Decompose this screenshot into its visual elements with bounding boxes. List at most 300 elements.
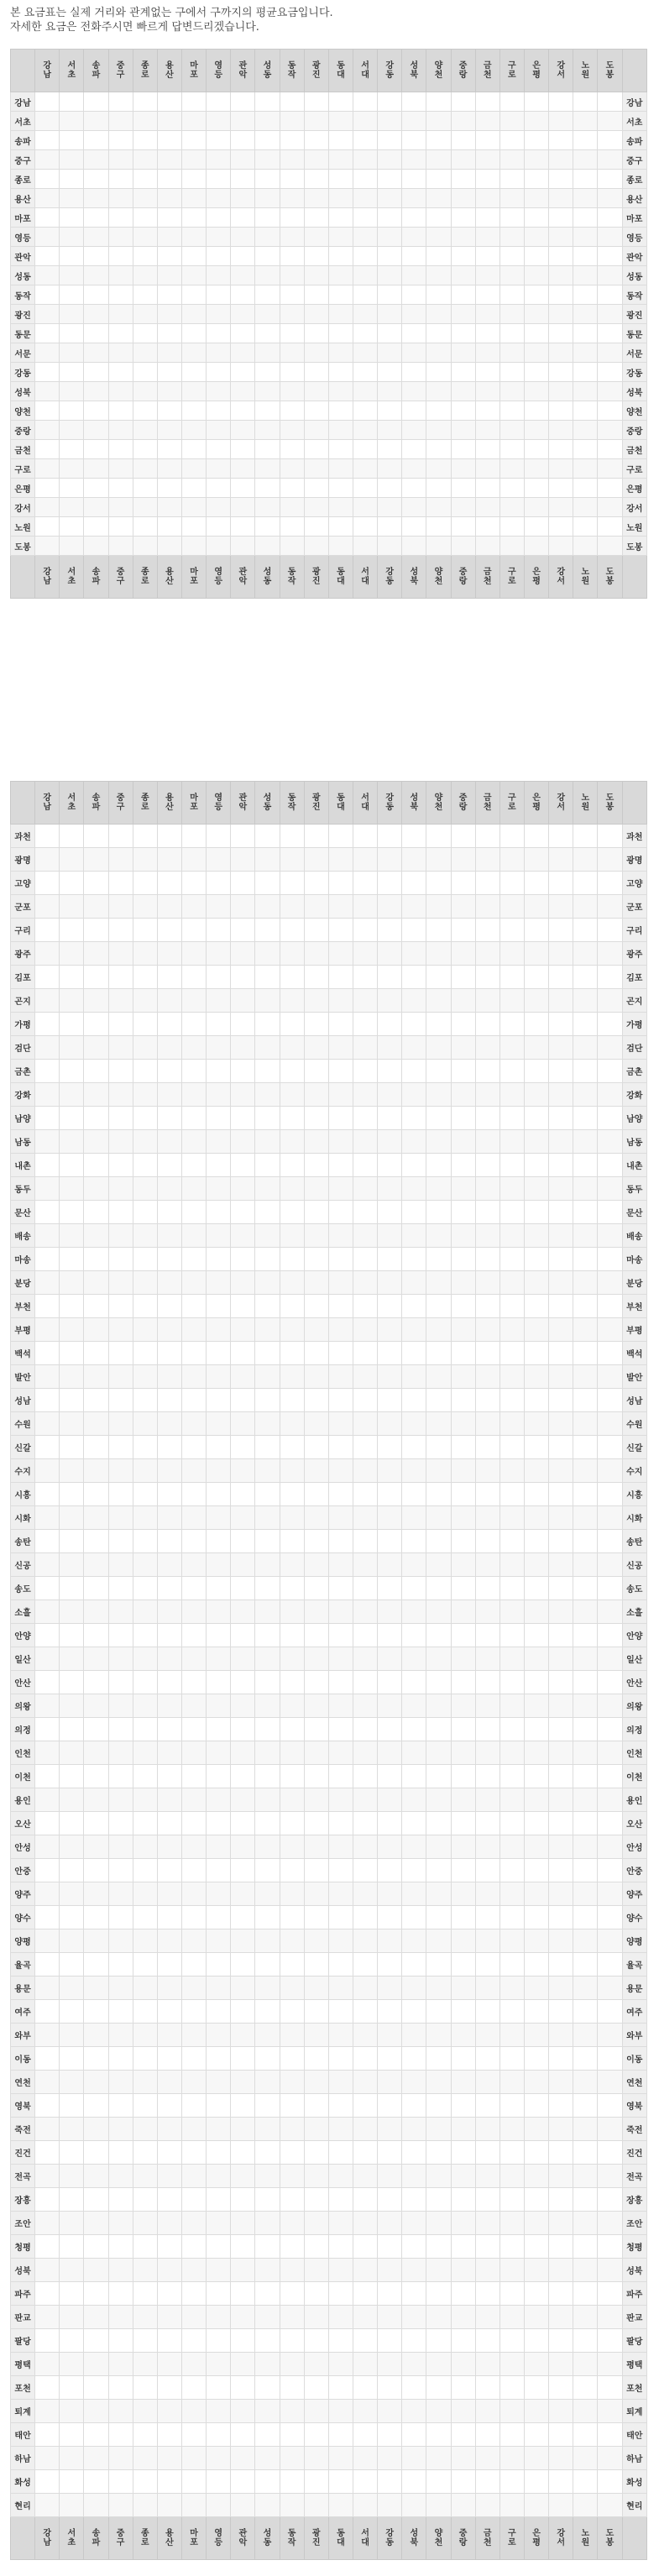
row-label: 동작 (622, 285, 646, 305)
fare-cell (378, 1553, 402, 1577)
fare-cell (475, 989, 499, 1013)
fare-cell (133, 825, 157, 848)
fare-cell (133, 1577, 157, 1600)
fare-cell (353, 872, 377, 895)
fare-cell (402, 2329, 426, 2353)
fare-cell (549, 1483, 573, 1506)
fare-cell (524, 966, 548, 989)
fare-cell (108, 1459, 133, 1483)
fare-cell (549, 1741, 573, 1765)
fare-cell (207, 2188, 231, 2212)
fare-row (11, 966, 647, 989)
fare-cell (475, 2259, 499, 2282)
fare-cell (598, 1553, 622, 1577)
fare-cell (84, 1224, 108, 1248)
fare-row (11, 266, 647, 285)
fare-cell (280, 2000, 304, 2024)
fare-cell (84, 1107, 108, 1130)
fare-cell (499, 1224, 524, 1248)
fare-cell (353, 112, 377, 131)
fare-cell (573, 1718, 598, 1741)
fare-cell (426, 1953, 451, 1977)
fare-cell (60, 1248, 84, 1271)
fare-cell (207, 966, 231, 989)
fare-cell (573, 1295, 598, 1318)
district-header: 노 원 (573, 50, 598, 92)
fare-cell (549, 1459, 573, 1483)
fare-cell (304, 479, 328, 498)
fare-cell (524, 537, 548, 556)
row-label: 부천 (622, 1295, 646, 1318)
fare-cell (35, 1154, 60, 1177)
fare-cell (133, 966, 157, 989)
fare-cell (304, 1483, 328, 1506)
fare-cell (353, 517, 377, 537)
fare-cell (353, 848, 377, 872)
fare-cell (353, 537, 377, 556)
fare-cell (524, 2376, 548, 2400)
fare-row (11, 1365, 647, 1389)
fare-cell (133, 2400, 157, 2423)
fare-cell (426, 2071, 451, 2094)
fare-cell (549, 1036, 573, 1060)
fare-cell (280, 1013, 304, 1036)
fare-cell (475, 1812, 499, 1835)
fare-cell (499, 1624, 524, 1647)
row-label: 관악 (622, 247, 646, 266)
fare-cell (499, 382, 524, 401)
fare-cell (451, 2141, 475, 2165)
fare-cell (524, 1060, 548, 1083)
fare-cell (524, 1459, 548, 1483)
fare-cell (378, 1530, 402, 1553)
fare-cell (426, 2024, 451, 2047)
fare-cell (402, 2282, 426, 2306)
fare-cell (549, 1530, 573, 1553)
fare-cell (451, 2353, 475, 2376)
row-label: 부평 (622, 1318, 646, 1342)
fare-cell (573, 479, 598, 498)
fare-cell (35, 1624, 60, 1647)
fare-cell (35, 517, 60, 537)
fare-cell (304, 2329, 328, 2353)
fare-cell (181, 1553, 206, 1577)
fare-cell (231, 1718, 255, 1741)
fare-cell (35, 1694, 60, 1718)
fare-cell (207, 1835, 231, 1859)
fare-cell (181, 919, 206, 942)
fare-cell (280, 1624, 304, 1647)
row-label: 강서 (622, 498, 646, 517)
fare-cell (304, 1671, 328, 1694)
fare-cell (402, 2047, 426, 2071)
fare-cell (549, 1060, 573, 1083)
fare-cell (378, 825, 402, 848)
fare-cell (475, 2118, 499, 2141)
fare-cell (207, 1436, 231, 1459)
fare-cell (426, 1647, 451, 1671)
row-label: 송탄 (622, 1530, 646, 1553)
row-label: 노원 (11, 517, 35, 537)
fare-cell (108, 2024, 133, 2047)
district-header: 성 동 (255, 2517, 280, 2560)
fare-cell (549, 2235, 573, 2259)
fare-cell (328, 2329, 353, 2353)
fare-cell (133, 421, 157, 440)
fare-cell (207, 1107, 231, 1130)
fare-cell (181, 1765, 206, 1788)
fare-cell (451, 942, 475, 966)
fare-cell (353, 1812, 377, 1835)
fare-cell (378, 382, 402, 401)
fare-cell (524, 189, 548, 208)
fare-cell (108, 285, 133, 305)
fare-cell (328, 1577, 353, 1600)
fare-cell (280, 1577, 304, 1600)
fare-cell (207, 2353, 231, 2376)
fare-cell (328, 2376, 353, 2400)
fare-cell (353, 1224, 377, 1248)
district-header: 강 동 (378, 556, 402, 599)
fare-cell (207, 1671, 231, 1694)
fare-cell (207, 942, 231, 966)
fare-cell (181, 150, 206, 170)
fare-cell (328, 421, 353, 440)
fare-cell (451, 1812, 475, 1835)
fare-cell (328, 2118, 353, 2141)
fare-cell (84, 2094, 108, 2118)
fare-cell (157, 2306, 181, 2329)
fare-cell (207, 479, 231, 498)
fare-cell (207, 1483, 231, 1506)
district-header: 강 남 (35, 782, 60, 825)
fare-cell (451, 1107, 475, 1130)
fare-cell (207, 228, 231, 247)
fare-cell (402, 1154, 426, 1177)
fare-cell (598, 2447, 622, 2470)
fare-cell (84, 1812, 108, 1835)
fare-cell (84, 1342, 108, 1365)
fare-cell (255, 1788, 280, 1812)
fare-cell (60, 2094, 84, 2118)
fare-cell (304, 2400, 328, 2423)
fare-cell (108, 1953, 133, 1977)
fare-cell (573, 848, 598, 872)
fare-cell (108, 2259, 133, 2282)
fare-cell (426, 363, 451, 382)
fare-cell (573, 1577, 598, 1600)
fare-cell (402, 459, 426, 479)
row-label: 진건 (11, 2141, 35, 2165)
fare-cell (353, 1953, 377, 1977)
fare-cell (304, 1647, 328, 1671)
fare-cell (157, 401, 181, 421)
fare-cell (426, 872, 451, 895)
fare-cell (60, 2306, 84, 2329)
fare-cell (84, 2141, 108, 2165)
fare-cell (475, 1835, 499, 1859)
fare-cell (353, 2329, 377, 2353)
fare-cell (181, 2470, 206, 2494)
fare-row (11, 919, 647, 942)
fare-cell (451, 1224, 475, 1248)
fare-cell (353, 2212, 377, 2235)
fare-cell (304, 1882, 328, 1906)
row-label: 김포 (11, 966, 35, 989)
fare-cell (207, 170, 231, 189)
fare-cell (378, 1882, 402, 1906)
fare-cell (157, 208, 181, 228)
fare-cell (499, 1694, 524, 1718)
fare-cell (353, 1365, 377, 1389)
fare-cell (573, 2353, 598, 2376)
fare-cell (255, 2447, 280, 2470)
fare-cell (573, 1506, 598, 1530)
fare-cell (60, 1436, 84, 1459)
fare-cell (524, 92, 548, 112)
district-header: 동 작 (280, 2517, 304, 2560)
fare-cell (353, 2094, 377, 2118)
row-label: 송탄 (11, 1530, 35, 1553)
fare-cell (231, 1553, 255, 1577)
fare-cell (549, 401, 573, 421)
fare-cell (499, 2000, 524, 2024)
fare-cell (328, 1201, 353, 1224)
fare-cell (304, 1788, 328, 1812)
fare-cell (451, 324, 475, 343)
fare-cell (426, 1788, 451, 1812)
fare-cell (157, 2400, 181, 2423)
fare-cell (524, 305, 548, 324)
fare-cell (499, 228, 524, 247)
fare-cell (207, 2447, 231, 2470)
fare-row (11, 305, 647, 324)
fare-row (11, 1577, 647, 1600)
fare-cell (84, 305, 108, 324)
fare-cell (402, 1318, 426, 1342)
fare-cell (598, 1295, 622, 1318)
fare-cell (207, 2423, 231, 2447)
fare-cell (499, 459, 524, 479)
fare-cell (328, 170, 353, 189)
fare-cell (402, 285, 426, 305)
fare-cell (60, 2071, 84, 2094)
fare-cell (35, 2188, 60, 2212)
fare-cell (255, 1365, 280, 1389)
fare-row (11, 1412, 647, 1436)
fare-cell (426, 1859, 451, 1882)
fare-cell (84, 459, 108, 479)
row-label: 태안 (622, 2423, 646, 2447)
fare-cell (231, 2423, 255, 2447)
fare-cell (60, 92, 84, 112)
fare-cell (353, 1882, 377, 1906)
fare-cell (60, 131, 84, 150)
fare-cell (598, 1201, 622, 1224)
fare-cell (60, 1624, 84, 1647)
fare-cell (499, 2259, 524, 2282)
fare-cell (499, 150, 524, 170)
fare-cell (378, 459, 402, 479)
row-label: 배송 (622, 1224, 646, 1248)
fare-cell (426, 1600, 451, 1624)
fare-cell (524, 2000, 548, 2024)
fare-cell (353, 1318, 377, 1342)
fare-cell (402, 2470, 426, 2494)
fare-row (11, 343, 647, 363)
fare-cell (451, 1318, 475, 1342)
fare-cell (133, 919, 157, 942)
fare-cell (451, 1295, 475, 1318)
fare-cell (573, 2400, 598, 2423)
fare-cell (108, 989, 133, 1013)
fare-cell (84, 2047, 108, 2071)
fare-cell (378, 1013, 402, 1036)
fare-cell (84, 1835, 108, 1859)
fare-cell (402, 2000, 426, 2024)
fare-cell (475, 1741, 499, 1765)
fare-cell (133, 1154, 157, 1177)
district-header: 관 악 (231, 556, 255, 599)
fare-cell (133, 228, 157, 247)
fare-cell (475, 2141, 499, 2165)
row-label: 발안 (11, 1365, 35, 1389)
fare-cell (157, 1741, 181, 1765)
fare-cell (475, 2306, 499, 2329)
fare-cell (598, 2400, 622, 2423)
fare-cell (108, 266, 133, 285)
fare-cell (108, 1530, 133, 1553)
fare-cell (84, 2259, 108, 2282)
row-label: 강남 (622, 92, 646, 112)
fare-cell (157, 1647, 181, 1671)
fare-cell (207, 1318, 231, 1342)
fare-cell (378, 131, 402, 150)
fare-cell (499, 825, 524, 848)
fare-cell (378, 1130, 402, 1154)
fare-cell (84, 1036, 108, 1060)
fare-cell (60, 1036, 84, 1060)
fare-cell (255, 2024, 280, 2047)
fare-cell (451, 2376, 475, 2400)
fare-cell (451, 1036, 475, 1060)
fare-cell (328, 825, 353, 848)
fare-cell (378, 305, 402, 324)
fare-cell (133, 848, 157, 872)
fare-cell (475, 208, 499, 228)
fare-cell (280, 2024, 304, 2047)
fare-cell (181, 479, 206, 498)
fare-cell (573, 440, 598, 459)
fare-cell (60, 1483, 84, 1506)
fare-cell (426, 1342, 451, 1365)
fare-cell (573, 170, 598, 189)
fare-cell (573, 2188, 598, 2212)
fare-cell (549, 1906, 573, 1929)
fare-cell (549, 421, 573, 440)
fare-cell (181, 131, 206, 150)
fare-cell (133, 1412, 157, 1436)
fare-row (11, 92, 647, 112)
fare-cell (280, 131, 304, 150)
fare-cell (475, 1083, 499, 1107)
row-label: 양천 (11, 401, 35, 421)
fare-cell (60, 1812, 84, 1835)
fare-cell (499, 895, 524, 919)
fare-cell (426, 1530, 451, 1553)
fare-cell (181, 1977, 206, 2000)
fare-cell (280, 112, 304, 131)
fare-cell (35, 872, 60, 895)
fare-cell (524, 1389, 548, 1412)
fare-cell (378, 2447, 402, 2470)
fare-cell (499, 1788, 524, 1812)
fare-cell (108, 1600, 133, 1624)
fare-cell (328, 1342, 353, 1365)
row-label: 파주 (622, 2282, 646, 2306)
fare-cell (475, 895, 499, 919)
fare-cell (378, 2094, 402, 2118)
fare-cell (402, 1389, 426, 1412)
fare-cell (499, 942, 524, 966)
fare-cell (181, 1154, 206, 1177)
fare-cell (328, 1553, 353, 1577)
fare-cell (426, 1929, 451, 1953)
fare-cell (328, 1483, 353, 1506)
fare-cell (181, 1812, 206, 1835)
fare-cell (60, 1671, 84, 1694)
fare-cell (108, 305, 133, 324)
fare-cell (207, 2282, 231, 2306)
fare-cell (598, 989, 622, 1013)
row-label: 배송 (11, 1224, 35, 1248)
header-corner (622, 2517, 646, 2560)
fare-cell (353, 895, 377, 919)
fare-cell (475, 2212, 499, 2235)
fare-cell (426, 1812, 451, 1835)
fare-cell (451, 401, 475, 421)
fare-cell (304, 363, 328, 382)
fare-cell (84, 421, 108, 440)
fare-cell (231, 189, 255, 208)
fare-cell (255, 1295, 280, 1318)
fare-cell (207, 2400, 231, 2423)
fare-cell (255, 266, 280, 285)
fare-cell (255, 966, 280, 989)
fare-cell (133, 1295, 157, 1318)
fare-cell (328, 1389, 353, 1412)
fare-cell (108, 1248, 133, 1271)
fare-cell (181, 1718, 206, 1741)
row-label: 금천 (11, 440, 35, 459)
fare-cell (255, 848, 280, 872)
fare-cell (549, 1671, 573, 1694)
fare-cell (353, 363, 377, 382)
row-label: 검단 (11, 1036, 35, 1060)
fare-cell (475, 1718, 499, 1741)
fare-cell (353, 1459, 377, 1483)
fare-cell (304, 305, 328, 324)
row-label: 여주 (11, 2000, 35, 2024)
fare-cell (328, 2165, 353, 2188)
fare-cell (181, 1342, 206, 1365)
fare-cell (328, 1083, 353, 1107)
fare-cell (426, 1765, 451, 1788)
fare-cell (207, 1624, 231, 1647)
fare-cell (378, 498, 402, 517)
fare-cell (157, 247, 181, 266)
fare-cell (499, 2306, 524, 2329)
